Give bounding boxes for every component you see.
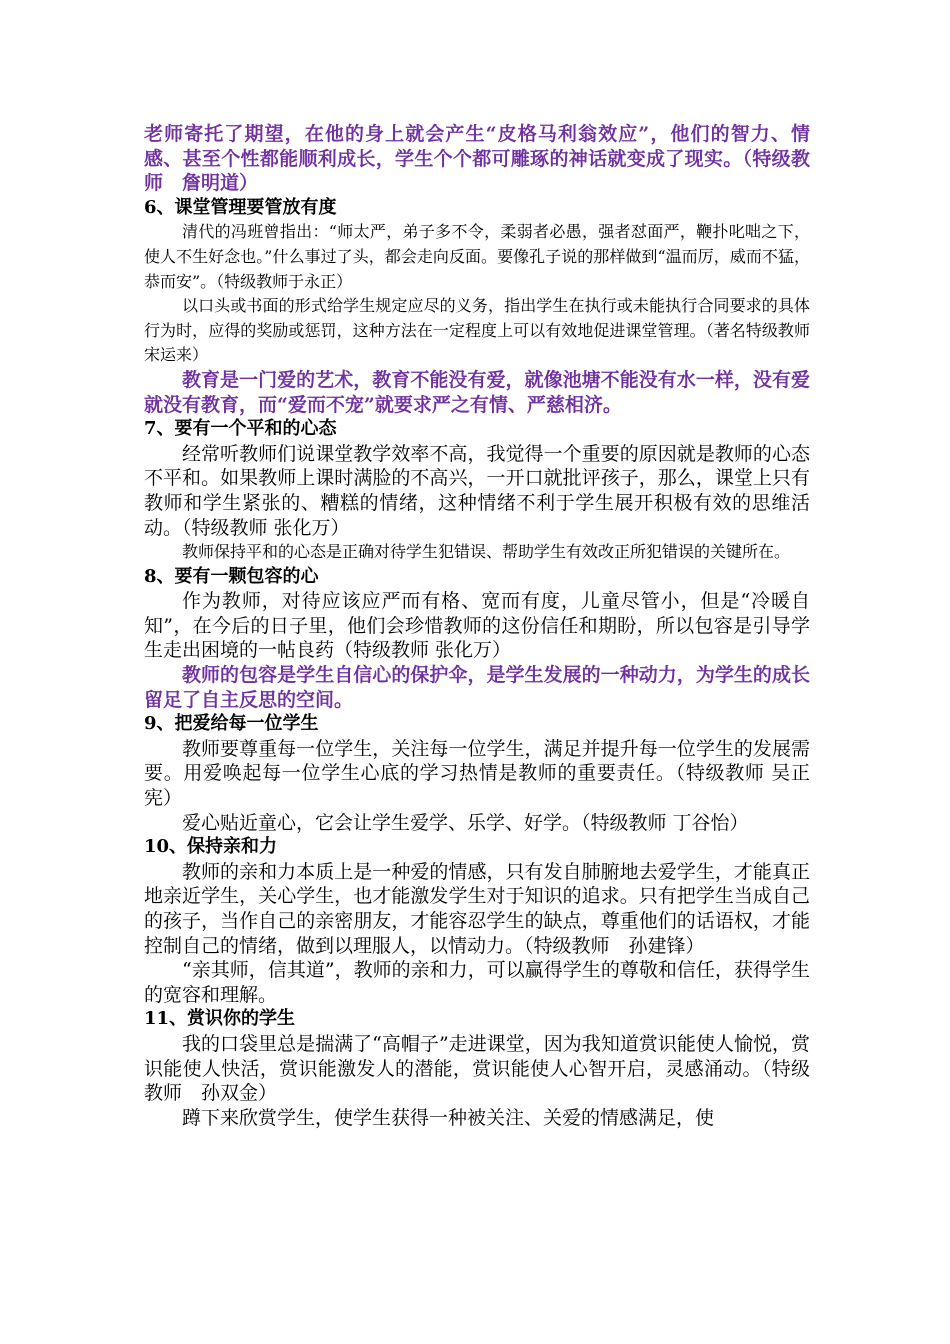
paragraph-purple-8: 教师的包容是学生自信心的保护伞，是学生发展的一种动力，为学生的成长留足了自主反思的空间。 — [144, 664, 810, 711]
paragraph-11-a: 我的口袋里总是揣满了“高帽子”走进课堂，因为我知道赏识能使人愉悦，赏识能使人快活，赏识能激发人的潜能，赏识能使人心智开启，灵感涌动。（特级教师 孙双金） — [144, 1032, 810, 1105]
section-heading-7: 7、要有一个平和的心态 — [144, 418, 337, 440]
paragraph-8-a: 作为教师，对待应该应严而有格、宽而有度，儿童尽管小，但是“冷暖自知”，在今后的日子里，他们会珍惜教师的这份信任和期盼，所以包容是引导学生走出困境的一帖良药（特级教师 张化万） — [144, 590, 810, 662]
paragraph-7-a: 经常听教师们说课堂教学效率不高，我觉得一个重要的原因就是教师的心态不平和。如果教师上课时满脸的不高兴，一开口就批评孩子，那么，课堂上只有教师和学生紧张的、糟糕的情绪，这种情绪不利于学生展开积极有效的思维活动。（特级教师 张化万） — [144, 442, 810, 539]
paragraph-9-b: 爱心贴近童心，它会让学生爱学、乐学、好学。（特级教师 丁谷怡） — [182, 811, 749, 834]
paragraph-11-b: 蹲下来欣赏学生，使学生获得一种被关注、关爱的情感满足，使 — [182, 1106, 715, 1129]
document-body — [144, 122, 827, 1130]
paragraph-purple-6: 教育是一门爱的艺术，教育不能没有爱，就像池塘不能没有水一样，没有爱就没有教育，而“爱而不宠”就要求严之有情、严慈相济。 — [144, 368, 810, 416]
section-heading-8: 8、要有一颗包容的心 — [144, 565, 319, 587]
section-heading-9: 9、把爱给每一位学生 — [144, 713, 319, 735]
paragraph-9-a: 教师要尊重每一位学生，关注每一位学生，满足并提升每一位学生的发展需要。用爱唤起每一位学生心底的学习热情是教师的重要责任。（特级教师 吴正宪） — [144, 737, 810, 810]
paragraph-10-a: 教师的亲和力本质上是一种爱的情感，只有发自肺腑地去爱学生，才能真正地亲近学生，关心学生，也才能激发学生对于知识的追求。只有把学生当成自己的孩子，当作自己的亲密朋友，才能容忍学生的缺点，尊重他们的话语权，才能控制自己的情绪，做到以理服人，以情动力。（特级教师 孙建锋） — [144, 860, 810, 957]
section-heading-10: 10、保持亲和力 — [144, 836, 278, 858]
paragraph-10-b: “亲其师，信其道”，教师的亲和力，可以赢得学生的尊敬和信任，获得学生的宽容和理解。 — [144, 959, 810, 1006]
section-heading-6: 6、课堂管理要管放有度 — [144, 196, 337, 218]
paragraph-7-b: 教师保持平和的心态是正确对待学生犯错误、帮助学生有效改正所犯错误的关键所在。 — [182, 542, 791, 562]
paragraph-6-a: 清代的冯班曾指出：“师太严，弟子多不令，柔弱者必愚，强者怼面严，鞭扑叱咄之下，使人不生好念也。”什么事过了头，都会走向反面。要像孔子说的那样做到“温而厉，威而不猛，恭而安”。（特级教师于永正） — [144, 222, 810, 291]
paragraph-purple-intro: 老师寄托了期望，在他的身上就会产生“皮格马利翁效应”，他们的智力、情感、甚至个性都能顺利成长，学生个个都可雕琢的神话就变成了现实。（特级教师 詹明道） — [144, 123, 810, 195]
paragraph-6-b: 以口头或书面的形式给学生规定应尽的义务，指出学生在执行或未能执行合同要求的具体行为时，应得的奖励或惩罚，这种方法在一定程度上可以有效地促进课堂管理。（著名特级教师 宋运来） — [144, 296, 827, 365]
section-heading-11: 11、赏识你的学生 — [144, 1008, 296, 1030]
